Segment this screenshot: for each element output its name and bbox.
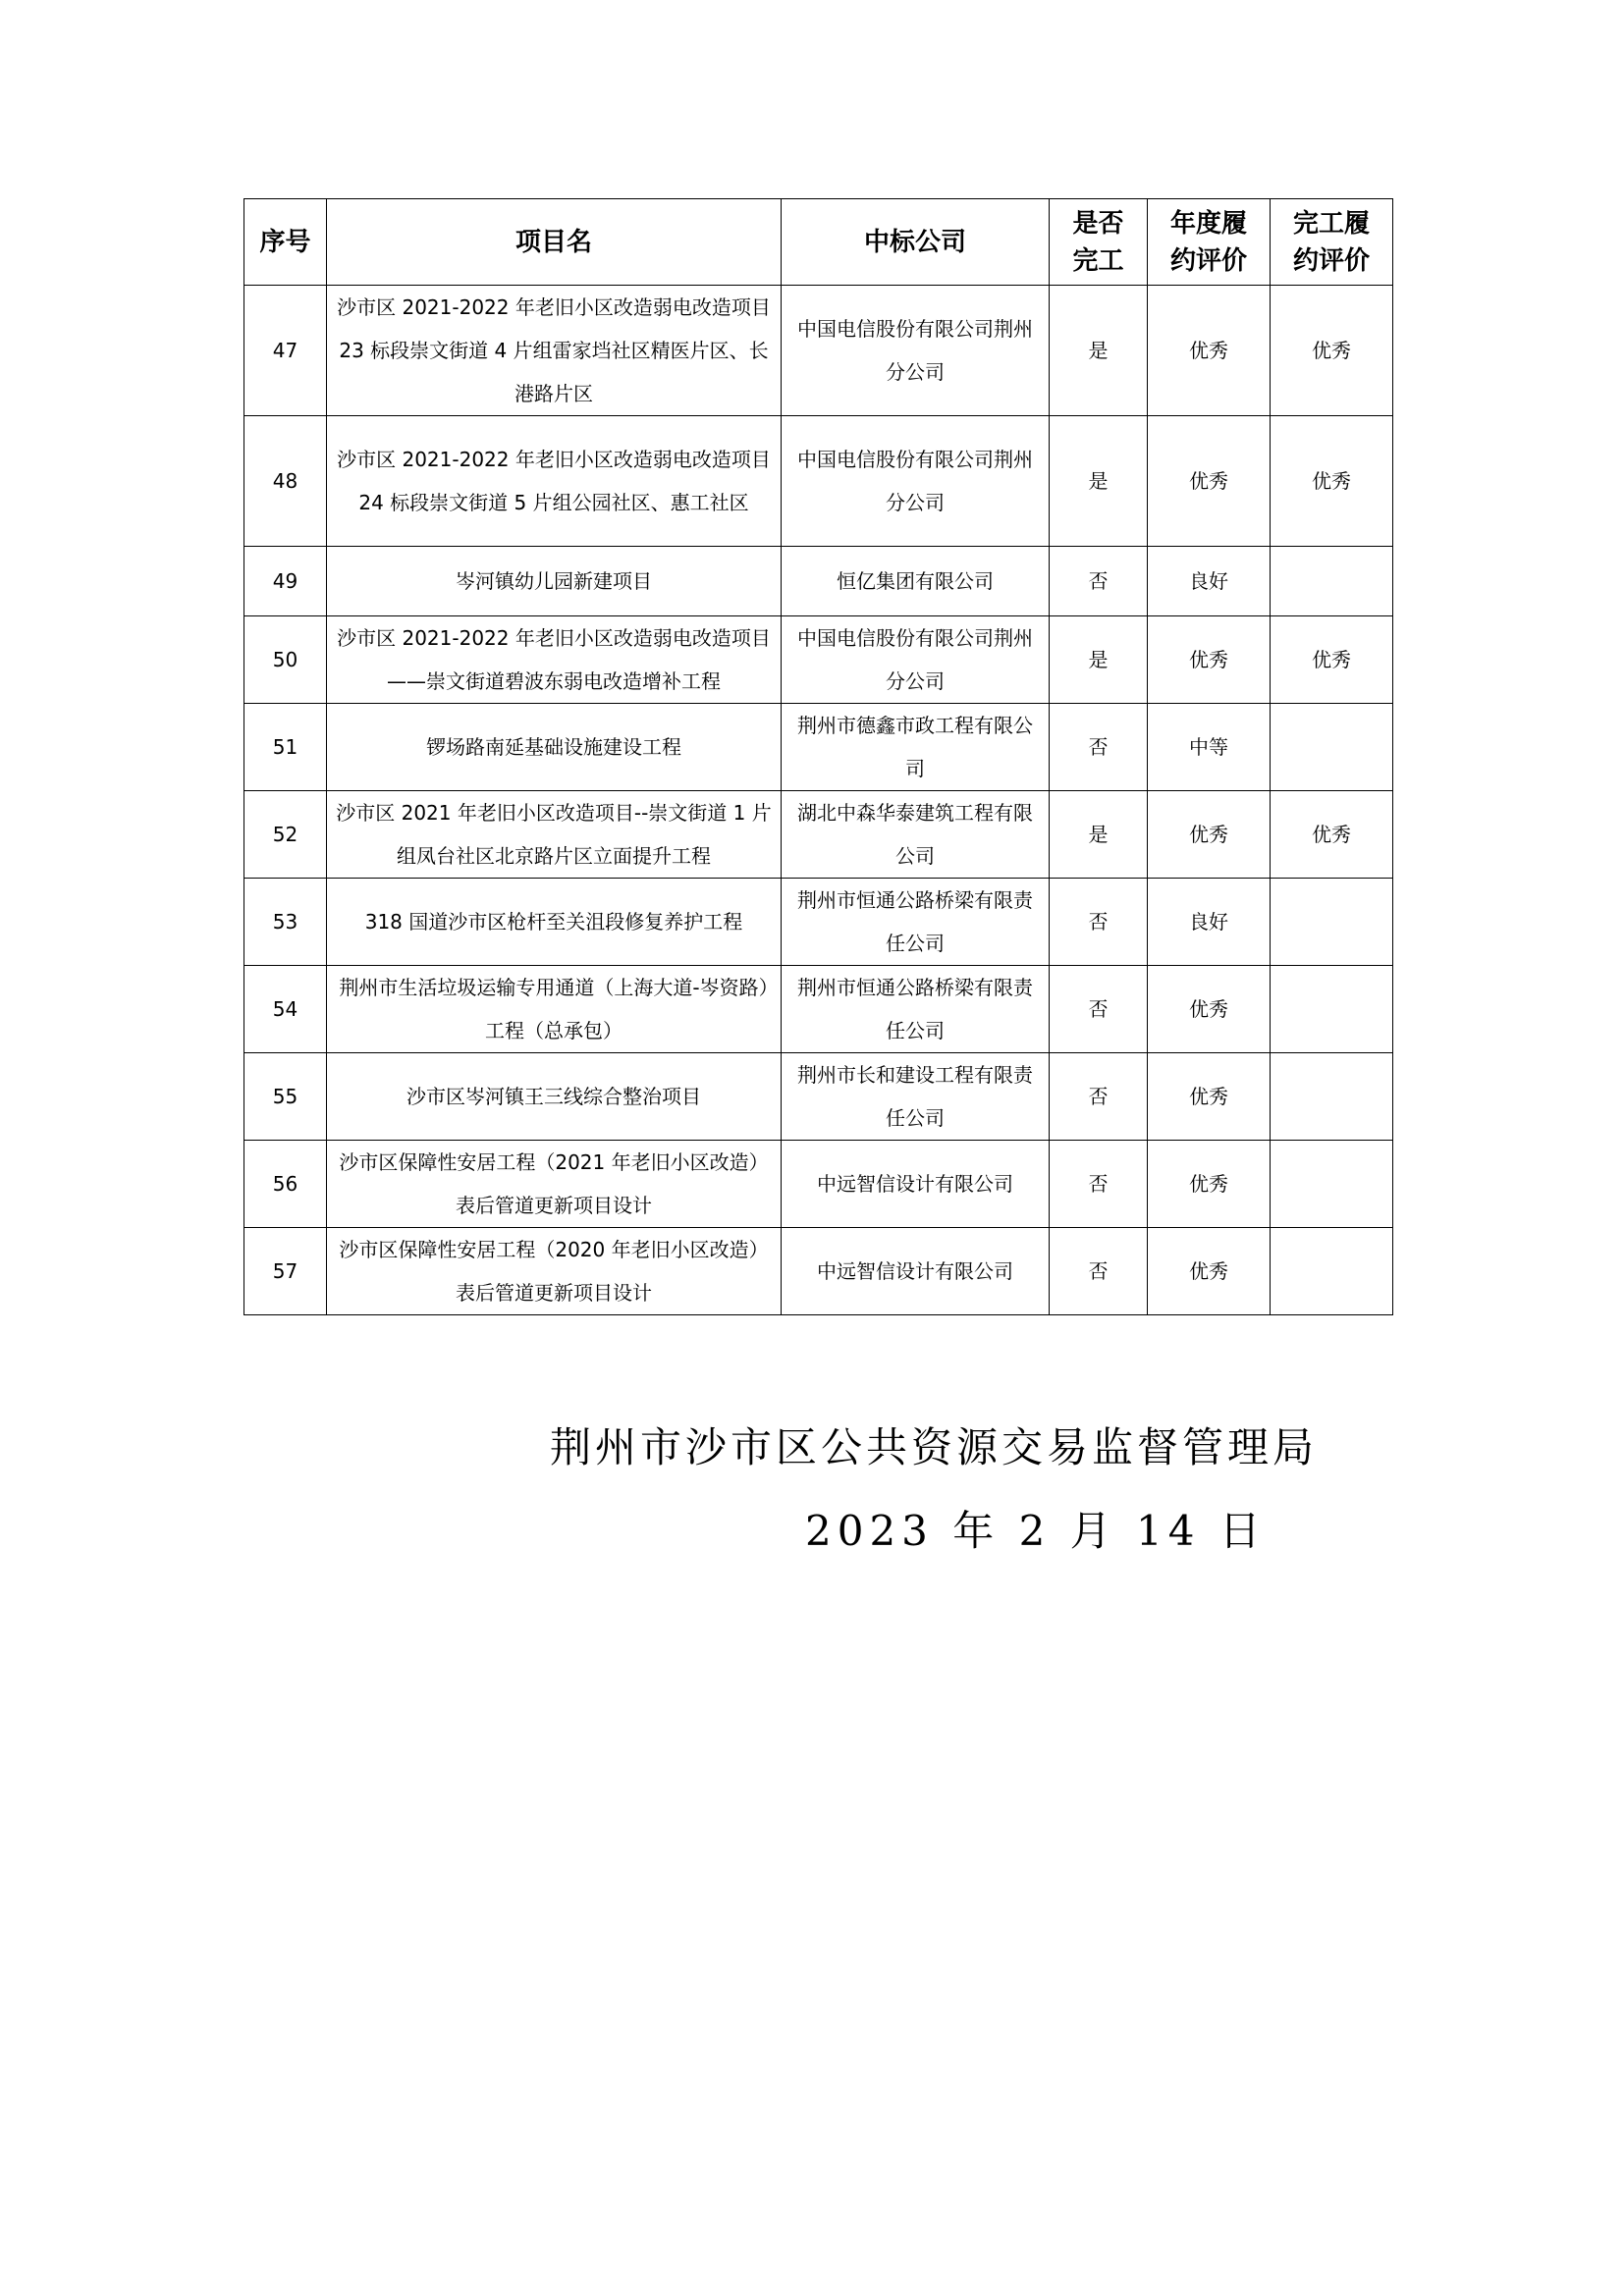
cell-completed: 否 [1050,704,1148,791]
cell-company: 中国电信股份有限公司荆州分公司 [782,616,1050,704]
table-row [244,966,1393,1053]
cell-company: 中国电信股份有限公司荆州分公司 [782,416,1050,547]
cell-annual-evaluation: 中等 [1148,704,1271,791]
cell-annual-evaluation: 优秀 [1148,791,1271,879]
cell-company: 荆州市德鑫市政工程有限公司 [782,704,1050,791]
cell-no: 55 [244,1053,327,1141]
cell-project-name: 沙市区 2021-2022 年老旧小区改造弱电改造项目 24 标段崇文街道 5 片组公园社区、惠工社区 [327,416,782,547]
table-row [244,286,1393,416]
evaluation-table [244,198,1393,1315]
cell-project-name: 318 国道沙市区枪杆至关沮段修复养护工程 [327,879,782,966]
header-annual-evaluation: 年度履 约评价 [1148,199,1271,286]
cell-no: 54 [244,966,327,1053]
cell-annual-evaluation: 优秀 [1148,966,1271,1053]
table-row [244,1053,1393,1141]
table-row [244,879,1393,966]
table-row [244,616,1393,704]
cell-completed: 否 [1050,547,1148,616]
cell-completion-evaluation: 优秀 [1271,616,1393,704]
table-row [244,416,1393,547]
header-completion-evaluation: 完工履 约评价 [1271,199,1393,286]
table-row [244,704,1393,791]
cell-completion-evaluation: 优秀 [1271,791,1393,879]
cell-annual-evaluation: 优秀 [1148,1053,1271,1141]
cell-completed: 否 [1050,1228,1148,1315]
cell-no: 47 [244,286,327,416]
cell-company: 荆州市恒通公路桥梁有限责任公司 [782,966,1050,1053]
cell-completion-evaluation [1271,1228,1393,1315]
cell-completion-evaluation [1271,1141,1393,1228]
cell-project-name: 沙市区 2021-2022 年老旧小区改造弱电改造项目——崇文街道碧波东弱电改造增补工程 [327,616,782,704]
cell-no: 50 [244,616,327,704]
cell-completion-evaluation [1271,1053,1393,1141]
cell-completed: 是 [1050,791,1148,879]
table-row [244,547,1393,616]
header-completed: 是否 完工 [1050,199,1148,286]
cell-no: 52 [244,791,327,879]
cell-project-name: 沙市区保障性安居工程（2021 年老旧小区改造）表后管道更新项目设计 [327,1141,782,1228]
cell-company: 中远智信设计有限公司 [782,1141,1050,1228]
cell-project-name: 沙市区岑河镇王三线综合整治项目 [327,1053,782,1141]
cell-no: 53 [244,879,327,966]
cell-annual-evaluation: 良好 [1148,879,1271,966]
cell-annual-evaluation: 优秀 [1148,1141,1271,1228]
cell-project-name: 锣场路南延基础设施建设工程 [327,704,782,791]
cell-completion-evaluation: 优秀 [1271,416,1393,547]
cell-no: 49 [244,547,327,616]
cell-company: 中国电信股份有限公司荆州分公司 [782,286,1050,416]
cell-completion-evaluation [1271,879,1393,966]
header-project-name: 项目名 [327,199,782,286]
table-header-row [244,199,1393,286]
cell-company: 荆州市恒通公路桥梁有限责任公司 [782,879,1050,966]
cell-completion-evaluation [1271,966,1393,1053]
cell-project-name: 沙市区 2021-2022 年老旧小区改造弱电改造项目 23 标段崇文街道 4 片组雷家垱社区精医片区、长港路片区 [327,286,782,416]
cell-company: 荆州市长和建设工程有限责任公司 [782,1053,1050,1141]
cell-no: 51 [244,704,327,791]
issuing-organization: 荆州市沙市区公共资源交易监督管理局 [550,1423,1319,1471]
cell-annual-evaluation: 优秀 [1148,286,1271,416]
cell-completed: 否 [1050,879,1148,966]
cell-completed: 是 [1050,616,1148,704]
issue-date: 2023 年 2 月 14 日 [805,1507,1267,1555]
cell-project-name: 荆州市生活垃圾运输专用通道（上海大道-岑资路）工程（总承包） [327,966,782,1053]
cell-project-name: 沙市区保障性安居工程（2020 年老旧小区改造）表后管道更新项目设计 [327,1228,782,1315]
cell-completion-evaluation: 优秀 [1271,286,1393,416]
cell-company: 中远智信设计有限公司 [782,1228,1050,1315]
cell-annual-evaluation: 优秀 [1148,416,1271,547]
cell-completed: 否 [1050,1141,1148,1228]
cell-completion-evaluation [1271,704,1393,791]
cell-completed: 是 [1050,286,1148,416]
cell-annual-evaluation: 优秀 [1148,1228,1271,1315]
cell-company: 湖北中森华泰建筑工程有限公司 [782,791,1050,879]
table-row [244,791,1393,879]
cell-project-name: 岑河镇幼儿园新建项目 [327,547,782,616]
cell-annual-evaluation: 优秀 [1148,616,1271,704]
cell-company: 恒亿集团有限公司 [782,547,1050,616]
table-row [244,1228,1393,1315]
cell-no: 48 [244,416,327,547]
cell-completed: 否 [1050,966,1148,1053]
cell-no: 56 [244,1141,327,1228]
table-row [244,1141,1393,1228]
cell-completion-evaluation [1271,547,1393,616]
cell-project-name: 沙市区 2021 年老旧小区改造项目--崇文街道 1 片组凤台社区北京路片区立面提升工程 [327,791,782,879]
header-company: 中标公司 [782,199,1050,286]
cell-completed: 否 [1050,1053,1148,1141]
cell-completed: 是 [1050,416,1148,547]
cell-annual-evaluation: 良好 [1148,547,1271,616]
header-no: 序号 [244,199,327,286]
cell-no: 57 [244,1228,327,1315]
